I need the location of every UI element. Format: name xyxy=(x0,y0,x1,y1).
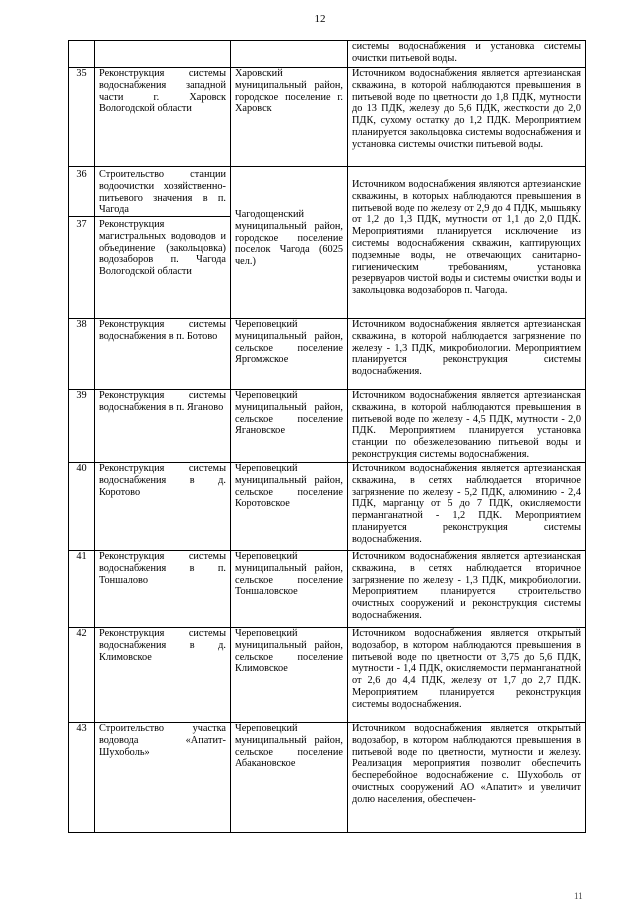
row-number: 43 xyxy=(69,723,95,833)
projects-table xyxy=(68,40,586,833)
project-location: Череповецкий муниципальный район, сельское поселение Яргомжское xyxy=(231,319,348,390)
project-name: Реконструкция системы водоснабжения в д. Коротово xyxy=(95,463,231,551)
row-description: системы водоснабжения и установка системы очистки питьевой воды. xyxy=(348,41,586,68)
table-row xyxy=(69,68,586,167)
table-row xyxy=(69,628,586,723)
table-row xyxy=(69,463,586,551)
project-name-pair xyxy=(95,167,231,319)
project-location: Чагодощенский муниципальный район, городское поселение поселок Чагода (6025 чел.) xyxy=(231,167,348,319)
table-row xyxy=(69,723,586,833)
project-name: Реконструкция системы водоснабжения в д. Климовское xyxy=(95,628,231,723)
row-description: Источником водоснабжения является артезианская скважина, в сетях наблюдается вторичное загрязнение по железу - 5,2 ПДК, алюминию - 2,4 ПДК, марганцу от 5 до 7 ПДК, окисляемости перманганатной - 1,2 ПДК. Мероприятием планируется реконструкция системы водоснабжения. xyxy=(348,463,586,551)
table-row xyxy=(69,319,586,390)
row-description: Источником водоснабжения является открытый водозабор, в котором наблюдаются превышения в питьевой воде по цветности от 3,75 до 5,6 ПДК, мутности - 1,4 ПДК, окисляемости перманганатной от 2,6 до 4,4 ПДК, железу от 1,7 до 2,7 ПДК. Мероприятием планируется реконструкция системы водоснабжения. xyxy=(348,628,586,723)
project-name: Реконструкция магистральных водоводов и объединение (закольцовка) водозаборов п. Чагода Вологодской области xyxy=(99,219,226,278)
row-number: 37 xyxy=(76,219,87,230)
row-number: 36 xyxy=(69,167,94,217)
row-number: 39 xyxy=(69,390,95,463)
project-location: Череповецкий муниципальный район, сельское поселение Климовское xyxy=(231,628,348,723)
project-name: Реконструкция системы водоснабжения западной части г. Харовск Вологодской области xyxy=(95,68,231,167)
project-name: Реконструкция системы водоснабжения в п. Ботово xyxy=(95,319,231,390)
row-number: 40 xyxy=(69,463,95,551)
table-row xyxy=(69,167,586,319)
row-description: Источником водоснабжения является артезианская скважина, в которой наблюдаются превышения в питьевой воде по железу - 4,5 ПДК, мутности - 2,0 ПДК. Мероприятием планируется установка станции по обезжелезованию питьевой воды и реконструкция системы водоснабжения. xyxy=(348,390,586,463)
table-row xyxy=(69,551,586,628)
page-number: 12 xyxy=(314,13,326,25)
project-location: Череповецкий муниципальный район, сельское поселение Тоншаловское xyxy=(231,551,348,628)
row-number: 42 xyxy=(69,628,95,723)
row-number: 35 xyxy=(69,68,95,167)
project-location: Череповецкий муниципальный район, сельское поселение Ягановское xyxy=(231,390,348,463)
row-number: 38 xyxy=(69,319,95,390)
table-row xyxy=(69,41,586,68)
project-location: Череповецкий муниципальный район, сельское поселение Коротовское xyxy=(231,463,348,551)
page-corner-mark: 11 xyxy=(574,891,583,901)
row-description: Источником водоснабжения являются артезианские скважины, в которых наблюдаются превышения в питьевой воде по железу от 2,9 до 4 ПДК, мышьяку от 1,2 до 1,3 ПДК, мутности от 1,1 до 2,0 ПДК. Мероприятиями планируется исключение из системы водоснабжения скважин, каптирующих подземные воды, не отвечающих санитарно-гигиеническим требованиям, установка резервуаров чистой воды и системы очистки воды и закольцовка водозаборов п. Чагода. xyxy=(348,167,586,319)
row-number-pair xyxy=(69,167,95,319)
project-name: Строительство станции водоочистки хозяйственно-питьевого значения в п. Чагода xyxy=(95,167,230,217)
project-name: Реконструкция системы водоснабжения в п. Тоншалово xyxy=(95,551,231,628)
project-name: Реконструкция системы водоснабжения в п. Ягановo xyxy=(95,390,231,463)
project-location: Харовский муниципальный район, городское поселение г. Харовск xyxy=(231,68,348,167)
row-description: Источником водоснабжения является артезианская скважина, в которой наблюдаются превышения в питьевой воде по цветности до 1,8 ПДК, мутности до 13 ПДК, железу до 5,6 ПДК, жесткости до 2,0 ПДК, сухому остатку до 1,2 ПДК. Мероприятием планируется закольцовка системы водоснабжения и установка системы очистки питьевой воды. xyxy=(348,68,586,167)
project-location: Череповецкий муниципальный район, сельское поселение Абакановское xyxy=(231,723,348,833)
project-name: Строительство участка водовода «Апатит-Шухоболь» xyxy=(95,723,231,833)
row-description: Источником водоснабжения является открытый водозабор, в котором наблюдаются превышения в питьевой воде по цветности, мутности и железу. Реализация мероприятия позволит обеспечить бесперебойное водоснабжение с. Шухоболь от очистных сооружений АО «Апатит» и увеличит долю населения, обеспечен- xyxy=(348,723,586,833)
row-description: Источником водоснабжения является артезианская скважина, в сетях наблюдается вторичное загрязнение по железу - 1,3 ПДК, микробиологии. Мероприятием планируется строительство очистных сооружений и реконструкция системы водоснабжения. xyxy=(348,551,586,628)
row-description: Источником водоснабжения является артезианская скважина, в которой наблюдается загрязнение по железу - 1,3 ПДК, микробиологии. Мероприятием планируется реконструкция системы водоснабжения. xyxy=(348,319,586,390)
table-row xyxy=(69,390,586,463)
row-number: 41 xyxy=(69,551,95,628)
